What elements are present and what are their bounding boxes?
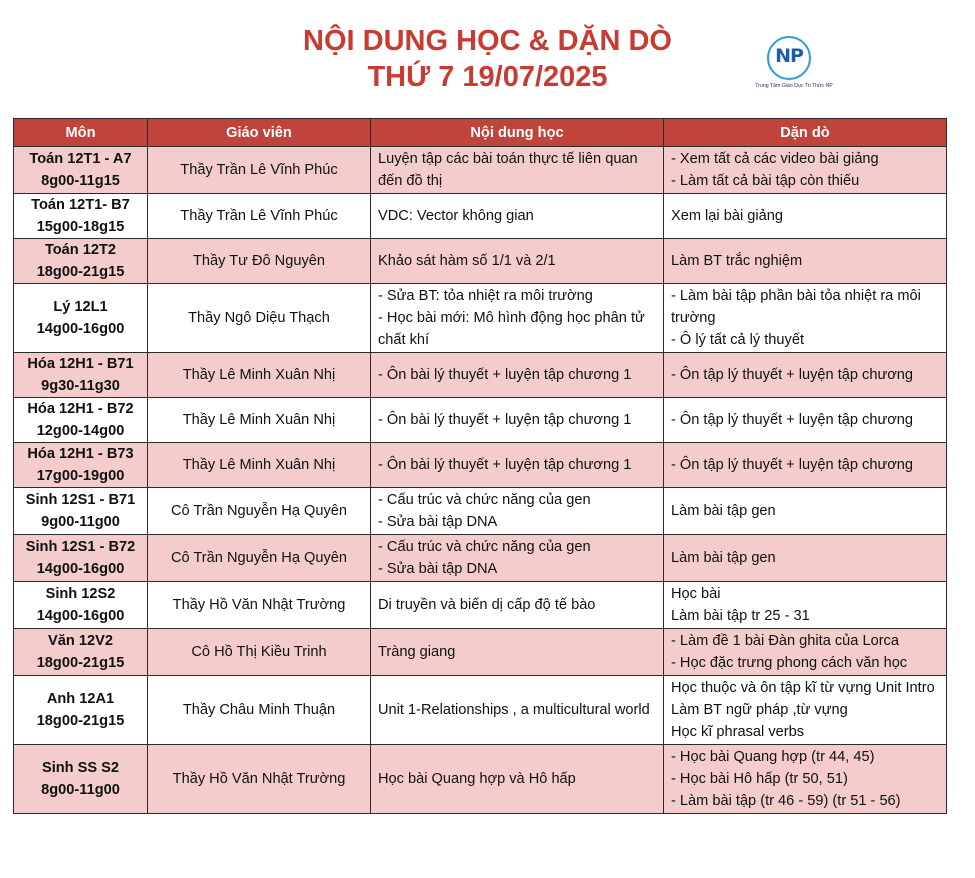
cell-notes-line: - Xem tất cả các video bài giảng — [671, 151, 879, 167]
table-row — [14, 398, 947, 443]
table-row — [14, 629, 947, 676]
cell-subject — [14, 353, 148, 398]
cell-teacher: Thầy Hồ Văn Nhật Trường — [148, 745, 371, 814]
cell-content-line: Học bài Quang hợp và Hô hấp — [378, 771, 576, 787]
cell-notes-line: - Làm đề 1 bài Đàn ghita của Lorca — [671, 633, 899, 649]
cell-subject-line: Hóa 12H1 - B71 — [27, 356, 134, 372]
cell-notes — [664, 488, 947, 535]
table-row — [14, 147, 947, 194]
cell-subject-line: 17g00-19g00 — [36, 468, 125, 484]
cell-notes-line: Học bài — [671, 586, 721, 602]
cell-subject-line: Sinh 12S1 - B71 — [25, 492, 136, 508]
cell-subject-line: 18g00-21g15 — [36, 264, 125, 280]
cell-notes — [664, 353, 947, 398]
cell-subject — [14, 443, 148, 488]
cell-notes — [664, 629, 947, 676]
cell-notes-line: Làm BT ngữ pháp ,từ vựng — [671, 702, 848, 718]
cell-teacher: Thầy Châu Minh Thuận — [148, 676, 371, 745]
cell-notes — [664, 535, 947, 582]
cell-teacher: Cô Trần Nguyễn Hạ Quyên — [148, 488, 371, 535]
cell-notes-line: Làm BT trắc nghiệm — [671, 253, 803, 269]
cell-subject-line: Toán 12T1 - A7 — [29, 151, 132, 167]
cell-subject-line: Sinh 12S1 - B72 — [25, 539, 136, 555]
column-header-notes: Dặn dò — [664, 119, 947, 147]
column-header-subject: Môn — [14, 119, 148, 147]
cell-content-line: - Ôn bài lý thuyết + luyện tập chương 1 — [378, 412, 632, 428]
cell-subject-line: Anh 12A1 — [46, 691, 115, 707]
cell-subject-line: 15g00-18g15 — [36, 219, 125, 235]
table-row — [14, 443, 947, 488]
cell-notes-line: - Học bài Quang hợp (tr 44, 45) — [671, 749, 875, 765]
cell-subject-line: Hóa 12H1 - B72 — [27, 401, 134, 417]
cell-content-line: VDC: Vector không gian — [378, 208, 534, 224]
table-row — [14, 488, 947, 535]
cell-teacher: Thầy Lê Minh Xuân Nhị — [148, 353, 371, 398]
cell-subject — [14, 582, 148, 629]
page-subtitle-date: THỨ 7 19/07/2025 — [367, 61, 608, 93]
table-row — [14, 239, 947, 284]
cell-content-line: Khảo sát hàm số 1/1 và 2/1 — [378, 253, 556, 269]
cell-notes-line: - Ôn tập lý thuyết + luyện tập chương — [671, 412, 914, 428]
cell-subject-line: 8g00-11g15 — [41, 173, 120, 189]
cell-notes — [664, 147, 947, 194]
cell-notes — [664, 239, 947, 284]
cell-notes-line: - Làm bài tập phần bài tỏa nhiệt ra môi trường — [671, 288, 921, 326]
cell-notes-line: Học thuộc và ôn tập kĩ từ vựng Unit Intro — [671, 680, 935, 696]
cell-subject — [14, 488, 148, 535]
cell-content — [371, 284, 664, 353]
cell-content-line: Tràng giang — [378, 644, 456, 660]
cell-content-line: - Sửa BT: tỏa nhiệt ra môi trường — [378, 288, 593, 304]
cell-subject-line: Hóa 12H1 - B73 — [27, 446, 134, 462]
cell-content-line: - Sửa bài tập DNA — [378, 514, 498, 530]
table-row — [14, 353, 947, 398]
cell-subject-line: 12g00-14g00 — [36, 423, 125, 439]
cell-subject-line: 14g00-16g00 — [36, 608, 125, 624]
cell-subject-line: 18g00-21g15 — [36, 655, 125, 671]
cell-notes-line: - Ô lý tất cả lý thuyết — [671, 332, 805, 348]
cell-notes — [664, 284, 947, 353]
cell-subject — [14, 147, 148, 194]
table-row — [14, 284, 947, 353]
cell-notes — [664, 443, 947, 488]
cell-subject-line: 8g00-11g00 — [41, 782, 120, 798]
cell-teacher: Thầy Trần Lê Vĩnh Phúc — [148, 194, 371, 239]
cell-subject — [14, 535, 148, 582]
cell-subject-line: 18g00-21g15 — [36, 713, 125, 729]
cell-subject-line: 14g00-16g00 — [36, 561, 125, 577]
table-row — [14, 745, 947, 814]
schedule-table — [13, 118, 947, 814]
cell-subject — [14, 745, 148, 814]
table-row — [14, 676, 947, 745]
cell-content — [371, 629, 664, 676]
cell-notes-line: Làm bài tập gen — [671, 503, 776, 519]
column-header-teacher: Giáo viên — [148, 119, 371, 147]
cell-content-line: Luyện tập các bài toán thực tế liên quan đến đồ thị — [378, 151, 638, 189]
cell-content-line: - Cấu trúc và chức năng của gen — [378, 539, 591, 555]
cell-content — [371, 147, 664, 194]
column-header-content: Nội dung học — [371, 119, 664, 147]
np-logo — [754, 36, 834, 94]
cell-subject — [14, 676, 148, 745]
cell-teacher: Thầy Ngô Diệu Thạch — [148, 284, 371, 353]
cell-content — [371, 745, 664, 814]
cell-content-line: - Học bài mới: Mô hình động học phân tử chất khí — [378, 310, 645, 348]
cell-notes-line: - Ôn tập lý thuyết + luyện tập chương — [671, 367, 914, 383]
table-row — [14, 194, 947, 239]
cell-notes-line: Xem lại bài giảng — [671, 208, 783, 224]
cell-content — [371, 353, 664, 398]
logo-text: NP — [775, 45, 803, 67]
cell-subject-line: Toán 12T2 — [44, 242, 117, 258]
cell-notes-line: Làm bài tập tr 25 - 31 — [671, 608, 810, 624]
cell-teacher: Thầy Lê Minh Xuân Nhị — [148, 398, 371, 443]
cell-notes-line: Làm bài tập gen — [671, 550, 776, 566]
cell-subject-line: 9g00-11g00 — [41, 514, 120, 530]
cell-notes — [664, 398, 947, 443]
table-header-row — [14, 119, 947, 147]
page-title: NỘI DUNG HỌC & DẶN DÒ — [303, 25, 672, 57]
cell-notes-line: - Làm bài tập (tr 46 - 59) (tr 51 - 56) — [671, 793, 901, 809]
cell-subject-line: Văn 12V2 — [48, 633, 113, 649]
cell-subject — [14, 194, 148, 239]
cell-subject-line: Sinh SS S2 — [41, 760, 120, 776]
cell-content-line: - Sửa bài tập DNA — [378, 561, 498, 577]
cell-content — [371, 239, 664, 284]
cell-content — [371, 443, 664, 488]
cell-subject — [14, 629, 148, 676]
table-row — [14, 582, 947, 629]
cell-teacher: Thầy Hồ Văn Nhật Trường — [148, 582, 371, 629]
cell-subject-line: 9g30-11g30 — [41, 378, 120, 394]
cell-notes-line: - Ôn tập lý thuyết + luyện tập chương — [671, 457, 914, 473]
cell-subject — [14, 398, 148, 443]
cell-content-line: Di truyền và biến dị cấp độ tế bào — [378, 597, 596, 613]
table-body — [14, 147, 947, 814]
cell-content-line: - Ôn bài lý thuyết + luyện tập chương 1 — [378, 457, 632, 473]
cell-subject-line: Sinh 12S2 — [45, 586, 116, 602]
cell-teacher: Cô Trần Nguyễn Hạ Quyên — [148, 535, 371, 582]
cell-notes — [664, 676, 947, 745]
cell-teacher: Thầy Tư Đô Nguyên — [148, 239, 371, 284]
cell-notes-line: - Học đặc trưng phong cách văn học — [671, 655, 908, 671]
cell-subject — [14, 284, 148, 353]
cell-teacher: Thầy Trần Lê Vĩnh Phúc — [148, 147, 371, 194]
cell-content-line: Unit 1-Relationships , a multicultural world — [378, 702, 650, 718]
cell-content — [371, 582, 664, 629]
cell-notes — [664, 194, 947, 239]
cell-content-line: - Cấu trúc và chức năng của gen — [378, 492, 591, 508]
cell-subject-line: 14g00-16g00 — [36, 321, 125, 337]
table-row — [14, 535, 947, 582]
cell-content-line: - Ôn bài lý thuyết + luyện tập chương 1 — [378, 367, 632, 383]
cell-notes — [664, 582, 947, 629]
cell-subject — [14, 239, 148, 284]
cell-subject-line: Lý 12L1 — [53, 299, 108, 315]
cell-notes-line: - Làm tất cả bài tập còn thiếu — [671, 173, 860, 189]
cell-content — [371, 676, 664, 745]
cell-notes-line: Học kĩ phrasal verbs — [671, 724, 805, 740]
logo-caption: Trung Tâm Giáo Dục Tri Thức NP — [755, 83, 833, 89]
cell-content — [371, 535, 664, 582]
cell-content — [371, 488, 664, 535]
cell-teacher: Cô Hồ Thị Kiều Trinh — [148, 629, 371, 676]
cell-content — [371, 194, 664, 239]
cell-subject-line: Toán 12T1- B7 — [31, 197, 130, 213]
cell-notes — [664, 745, 947, 814]
cell-notes-line: - Học bài Hô hấp (tr 50, 51) — [671, 771, 848, 787]
cell-content — [371, 398, 664, 443]
cell-teacher: Thầy Lê Minh Xuân Nhị — [148, 443, 371, 488]
